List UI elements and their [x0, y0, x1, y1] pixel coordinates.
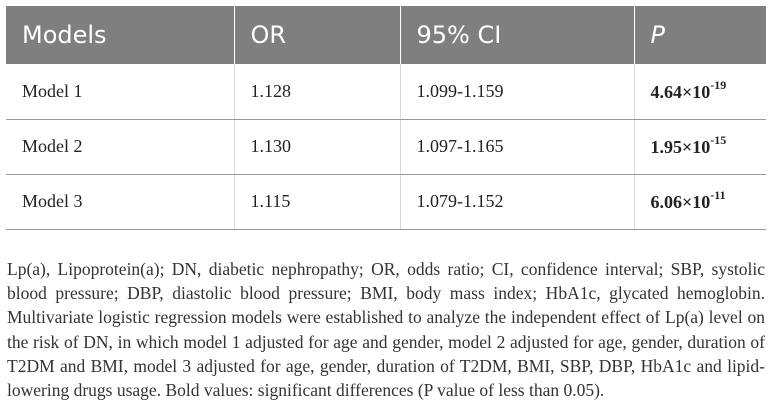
p-value-base: 4.64×10 — [650, 81, 711, 102]
header-p: P — [634, 6, 766, 64]
table-row — [6, 64, 766, 119]
or-cell: 1.128 — [234, 64, 400, 119]
header-or: OR — [234, 6, 400, 64]
header-ci: 95% CI — [400, 6, 634, 64]
p-value-exponent: -11 — [710, 188, 726, 202]
p-value-exponent: -19 — [710, 77, 727, 92]
table-header-row — [6, 6, 766, 64]
model-cell: Model 1 — [6, 64, 234, 119]
table-footnote: Lp(a), Lipoprotein(a); DN, diabetic nephropathy; OR, odds ratio; CI, confidence interval; SBP, systolic blood pressure; DBP, diastolic blood pressure; BMI, body mass index; HbA1c, glycated hemoglobin. Multivariate logistic regression models were established to analyze the independent effect of Lp(a) level on the risk of DN, in which model 1 adjusted for age and gender, model 2 adjusted for age, gender, duration of T2DM and BMI, model 3 adjusted for age, gender, duration of T2DM, BMI, SBP, DBP, HbA1c and lipid-lowering drugs usage. Bold values: significant differences (P value of less than 0.05). — [7, 259, 765, 401]
header-models: Models — [22, 21, 107, 49]
results-table — [6, 6, 766, 230]
ci-cell: 1.097-1.165 — [400, 119, 634, 174]
p-value-cell — [634, 174, 766, 229]
or-cell: 1.130 — [234, 119, 400, 174]
table-row — [6, 174, 766, 229]
p-value-exponent: -15 — [710, 133, 727, 147]
p-value-base: 6.06×10 — [650, 192, 711, 212]
model-cell: Model 3 — [6, 174, 234, 229]
model-cell: Model 2 — [6, 119, 234, 174]
p-value-base: 1.95×10 — [650, 137, 711, 157]
or-cell: 1.115 — [234, 174, 400, 229]
ci-cell: 1.099-1.159 — [400, 64, 634, 119]
p-value-cell — [634, 119, 766, 174]
table-row — [6, 119, 766, 174]
ci-cell: 1.079-1.152 — [400, 174, 634, 229]
p-value-cell — [634, 64, 766, 119]
